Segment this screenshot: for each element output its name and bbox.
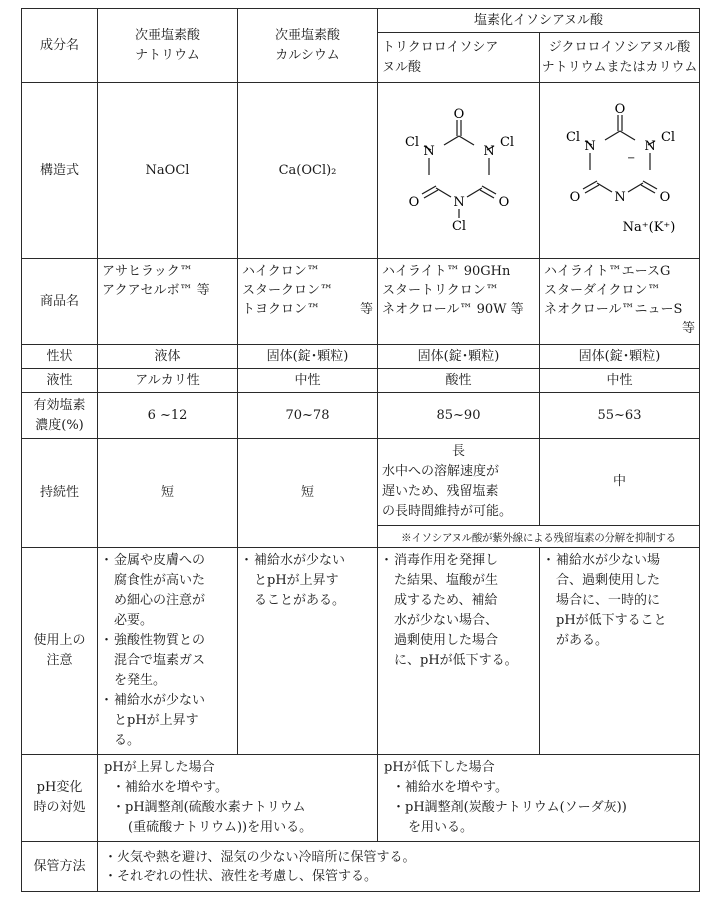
row-label-state: 性状 — [22, 345, 98, 369]
ph-drop-handling — [378, 755, 700, 842]
atom-label: N — [452, 194, 465, 210]
product-names-col3 — [378, 259, 540, 345]
product-name: ネオクロール™ニューS — [544, 302, 683, 317]
ph-drop-item: ・補給水を増やす。 — [392, 780, 508, 795]
product-name: ハイライト™ 90GHn — [382, 264, 511, 279]
atom-label: Cl — [660, 129, 675, 145]
caution-item — [382, 551, 535, 671]
caution-line: ・ 金属や皮膚への — [114, 553, 206, 568]
storage-item: ・火気や熱を避け、湿気の少ない冷暗所に保管する。 — [104, 849, 416, 865]
caution-line: ・ 消毒作用を発揮し — [394, 553, 499, 568]
caution-item — [242, 551, 373, 611]
header-line: ヌル酸 — [382, 59, 422, 75]
product-name: アクアセルボ™ 等 — [102, 283, 210, 298]
product-name: ハイクロン™ — [242, 264, 320, 279]
state-col3: 固体(錠･顆粒) — [378, 345, 540, 369]
header-chlorinated-isocyanuric-acid: 塩素化イソシアヌル酸 — [378, 9, 700, 33]
product-name: スターダイクロン™ — [544, 283, 661, 298]
row-label-line: 濃度(%) — [35, 417, 84, 433]
caution-line: 成するため、補給 — [394, 593, 498, 608]
persist-col1: 短 — [98, 439, 238, 548]
caution-line: め細心の注意が — [114, 593, 206, 608]
product-name: スタークロン™ — [242, 283, 334, 298]
ph-rise-item: (重硫酸ナトリウム))を用いる。 — [128, 820, 313, 835]
storage-item: ・それぞれの性状、液性を考慮し、保管する。 — [104, 868, 378, 884]
structure-caocl2: Ca(OCl)₂ — [238, 83, 378, 259]
conc-col3: 85~90 — [378, 393, 540, 439]
caution-col2 — [238, 548, 378, 755]
caution-line: ・ 強酸性物質との — [114, 633, 206, 648]
caution-line: 合、過剰使用した — [556, 573, 661, 588]
liquid-col3: 酸性 — [378, 369, 540, 393]
caution-line: 水が少ない場合、 — [394, 613, 499, 628]
caution-item — [102, 691, 233, 751]
product-etc: 等 — [681, 321, 695, 336]
row-label-persistence: 持続性 — [22, 439, 98, 548]
caution-line: 混合で塩素ガス — [114, 653, 206, 668]
comparison-table — [21, 8, 700, 892]
atom-label: O — [498, 194, 509, 210]
caution-col1 — [98, 548, 238, 755]
product-name: アサヒラック™ — [102, 264, 193, 279]
atom-label: Cl — [404, 134, 419, 150]
liquid-col1: アルカリ性 — [98, 369, 238, 393]
caution-line: とpHが上昇す — [114, 713, 199, 728]
row-label-ph-handling — [22, 755, 98, 842]
structure-naocl: NaOCl — [98, 83, 238, 259]
ph-drop-item: を用いる。 — [408, 820, 474, 835]
caution-col3 — [378, 548, 540, 755]
caution-item — [102, 551, 233, 631]
ph-rise-item: ・補給水を増やす。 — [112, 780, 228, 795]
atom-label: O — [408, 194, 419, 210]
persist-col4: 中 — [540, 439, 700, 526]
conc-col1: 6 ~12 — [98, 393, 238, 439]
persist-note: ※イソシアヌル酸が紫外線による残留塩素の分解を抑制する — [401, 531, 676, 544]
header-trichloroisocyanuric-acid — [378, 33, 540, 83]
liquid-col4: 中性 — [540, 369, 700, 393]
row-label-caution — [22, 548, 98, 755]
row-label-liquid-property: 液性 — [22, 369, 98, 393]
conc-col2: 70~78 — [238, 393, 378, 439]
state-col4: 固体(錠･顆粒) — [540, 345, 700, 369]
row-label-available-chlorine — [22, 393, 98, 439]
trichloroisocyanuric-molecule-diagram — [394, 106, 524, 236]
header-line: 次亜塩素酸 — [274, 27, 340, 43]
header-component-name: 成分名 — [22, 9, 98, 83]
caution-line: 過剰使用した場合 — [394, 633, 499, 648]
caution-line: pHが低下すること — [556, 613, 667, 628]
product-name: ハイライト™エースG — [544, 264, 671, 279]
header-line: ナトリウム — [135, 47, 200, 63]
caution-col4 — [540, 548, 700, 755]
atom-label: N — [613, 189, 626, 205]
persist-col2: 短 — [238, 439, 378, 548]
structure-dichloroisocyanurate — [540, 83, 700, 259]
atom-label: O — [453, 106, 464, 122]
state-col1: 液体 — [98, 345, 238, 369]
row-label-product-name: 商品名 — [22, 259, 98, 345]
header-line: ジクロロイソシアヌル酸 — [548, 39, 691, 55]
row-label-storage: 保管方法 — [22, 842, 98, 892]
negative-charge: − — [626, 152, 635, 164]
atom-label: N — [643, 138, 656, 154]
header-line: トリクロロイソシア — [382, 39, 499, 55]
product-name — [242, 300, 373, 319]
atom-label: N — [422, 143, 435, 159]
caution-line: 必要。 — [114, 613, 154, 628]
atom-label: O — [614, 101, 625, 117]
ph-rise-item: ・pH調整剤(硫酸水素ナトリウム — [112, 800, 306, 815]
atom-label: N — [482, 143, 495, 159]
product-names-col1 — [98, 259, 238, 345]
product-name-text: トヨクロン™ — [242, 302, 321, 317]
atom-label: Cl — [565, 129, 580, 145]
persist-text: 水中への溶解速度が — [382, 464, 500, 479]
caution-line: ・ 補給水が少ない — [114, 693, 206, 708]
product-etc: 等 — [359, 302, 373, 317]
product-names-col2 — [238, 259, 378, 345]
persist-text: の長時間維持が可能。 — [382, 504, 513, 519]
row-label-line: 時の対処 — [33, 800, 86, 815]
caution-line: ・ 補給水が少ない — [254, 553, 346, 568]
header-line: カルシウム — [275, 47, 340, 63]
ph-drop-item: ・pH調整剤(炭酸ナトリウム(ソーダ灰)) — [392, 800, 627, 815]
caution-line: とpHが上昇す — [254, 573, 339, 588]
conc-col4: 55~63 — [540, 393, 700, 439]
caution-line: 腐食性が高いた — [114, 573, 206, 588]
persist-text: 遅いため、残留塩素 — [382, 484, 499, 499]
atom-label: N — [583, 138, 596, 154]
row-label-line: pH変化 — [36, 780, 83, 795]
ph-rise-handling — [98, 755, 378, 842]
storage-method — [98, 842, 700, 892]
header-calcium-hypochlorite — [238, 9, 378, 83]
product-name: スタートリクロン™ — [382, 283, 499, 298]
caution-line: 場合に、一時的に — [556, 593, 661, 608]
cation-label: Na⁺(K⁺) — [622, 219, 675, 235]
persist-note-cell — [378, 526, 700, 548]
caution-line: る。 — [114, 733, 141, 748]
product-name: ネオクロール™ 90W 等 — [382, 302, 524, 317]
caution-line: に、pHが低下する。 — [394, 653, 518, 668]
ph-rise-title: pHが上昇した場合 — [104, 760, 215, 775]
caution-line: た結果、塩酸が生 — [394, 573, 499, 588]
header-line: 次亜塩素酸 — [134, 27, 200, 43]
caution-line: を発生。 — [114, 673, 167, 688]
persist-col3 — [378, 439, 540, 526]
atom-label: O — [569, 189, 580, 205]
state-col2: 固体(錠･顆粒) — [238, 345, 378, 369]
structure-trichloroisocyanuric — [378, 83, 540, 259]
atom-label: Cl — [499, 134, 514, 150]
row-label-line: 注意 — [46, 653, 73, 668]
header-line: ナトリウムまたはカリウム — [541, 59, 698, 75]
product-names-col4 — [540, 259, 700, 345]
dichloroisocyanurate-molecule-diagram — [555, 101, 685, 241]
caution-line: ・ 補給水が少ない場 — [556, 553, 661, 568]
atom-label: O — [659, 189, 670, 205]
header-dichloroisocyanurate — [540, 33, 700, 83]
caution-line: がある。 — [556, 633, 609, 648]
row-label-structure: 構造式 — [22, 83, 98, 259]
atom-label: Cl — [451, 218, 466, 234]
ph-drop-title: pHが低下した場合 — [384, 760, 495, 775]
caution-line: ることがある。 — [254, 593, 346, 608]
liquid-col2: 中性 — [238, 369, 378, 393]
persist-long: 長 — [451, 444, 465, 459]
caution-item — [544, 551, 695, 651]
row-label-line: 使用上の — [33, 633, 86, 648]
header-sodium-hypochlorite — [98, 9, 238, 83]
row-label-line: 有効塩素 — [33, 397, 86, 413]
caution-item — [102, 631, 233, 691]
